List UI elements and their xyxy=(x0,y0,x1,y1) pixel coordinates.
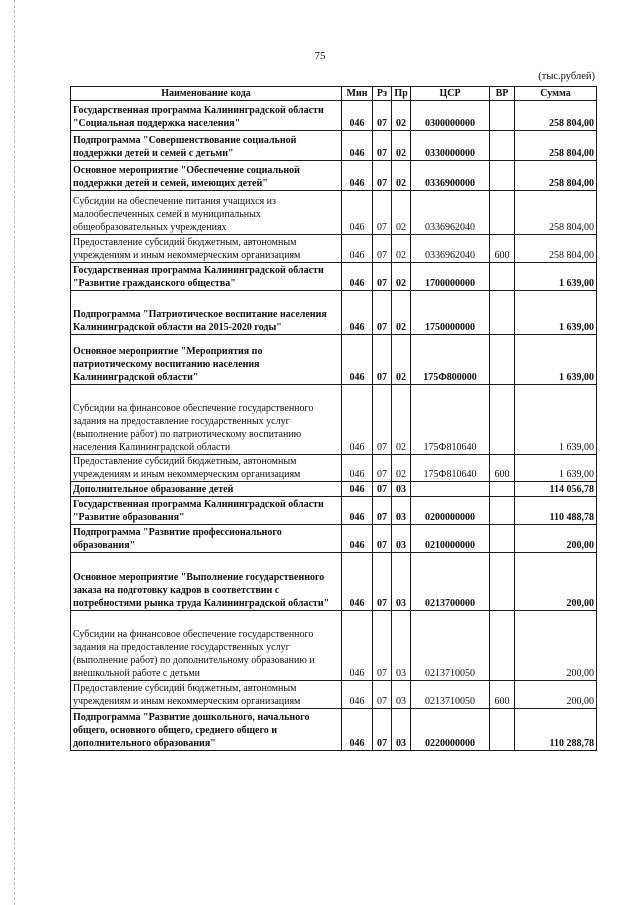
cell-min: 046 xyxy=(342,553,373,611)
cell-vr xyxy=(490,335,515,385)
cell-csr: 0330000000 xyxy=(411,131,490,161)
cell-name: Предоставление субсидий бюджетным, автономным учреждениям и иным некоммерческим организациям xyxy=(71,681,342,709)
header-sum: Сумма xyxy=(515,87,597,101)
cell-vr xyxy=(490,161,515,191)
cell-sum: 1 639,00 xyxy=(515,455,597,482)
cell-min: 046 xyxy=(342,131,373,161)
cell-name: Подпрограмма "Патриотическое воспитание населения Калининградской области на 2015-2020 годы" xyxy=(71,291,342,335)
header-name: Наименование кода xyxy=(71,87,342,101)
table-body xyxy=(71,101,597,751)
cell-rz: 07 xyxy=(373,525,392,553)
cell-csr: 175Ф810640 xyxy=(411,455,490,482)
table-row xyxy=(71,161,597,191)
cell-pr: 02 xyxy=(392,335,411,385)
table-row xyxy=(71,681,597,709)
cell-csr: 175Ф800000 xyxy=(411,335,490,385)
cell-min: 046 xyxy=(342,235,373,263)
cell-sum: 1 639,00 xyxy=(515,263,597,291)
cell-sum: 110 288,78 xyxy=(515,709,597,751)
cell-csr: 0213700000 xyxy=(411,553,490,611)
header-csr: ЦСР xyxy=(411,87,490,101)
cell-csr: 1700000000 xyxy=(411,263,490,291)
cell-pr: 03 xyxy=(392,553,411,611)
cell-vr: 600 xyxy=(490,235,515,263)
cell-sum: 258 804,00 xyxy=(515,101,597,131)
cell-name: Основное мероприятие "Мероприятия по патриотическому воспитанию населения Калининградской области" xyxy=(71,335,342,385)
cell-vr xyxy=(490,101,515,131)
cell-csr: 0213710050 xyxy=(411,681,490,709)
cell-csr: 0336900000 xyxy=(411,161,490,191)
binding-margin-line xyxy=(14,0,15,905)
cell-sum: 1 639,00 xyxy=(515,385,597,455)
units-label: (тыс.рублей) xyxy=(538,71,595,82)
table-row xyxy=(71,335,597,385)
cell-csr: 0336962040 xyxy=(411,191,490,235)
cell-sum: 200,00 xyxy=(515,525,597,553)
cell-csr: 0300000000 xyxy=(411,101,490,131)
cell-vr xyxy=(490,709,515,751)
cell-min: 046 xyxy=(342,291,373,335)
cell-rz: 07 xyxy=(373,161,392,191)
cell-min: 046 xyxy=(342,525,373,553)
cell-vr xyxy=(490,497,515,525)
cell-min: 046 xyxy=(342,335,373,385)
cell-min: 046 xyxy=(342,263,373,291)
cell-name: Субсидии на финансовое обеспечение государственного задания на предоставление государственных услуг (выполнение работ) по патриотическому воспитанию населения Калининградской области xyxy=(71,385,342,455)
cell-vr xyxy=(490,553,515,611)
cell-pr: 02 xyxy=(392,263,411,291)
cell-csr: 0200000000 xyxy=(411,497,490,525)
cell-name: Государственная программа Калининградской области "Развитие образования" xyxy=(71,497,342,525)
cell-csr: 0336962040 xyxy=(411,235,490,263)
table-row xyxy=(71,385,597,455)
table-row xyxy=(71,191,597,235)
cell-vr xyxy=(490,525,515,553)
page-number: 75 xyxy=(314,50,326,62)
cell-min: 046 xyxy=(342,191,373,235)
cell-vr xyxy=(490,611,515,681)
cell-rz: 07 xyxy=(373,709,392,751)
cell-vr: 600 xyxy=(490,455,515,482)
cell-vr xyxy=(490,263,515,291)
cell-min: 046 xyxy=(342,611,373,681)
cell-sum: 258 804,00 xyxy=(515,191,597,235)
cell-csr: 1750000000 xyxy=(411,291,490,335)
cell-name: Подпрограмма "Развитие дошкольного, начального общего, основного общего, среднего общего и дополнительного образования" xyxy=(71,709,342,751)
cell-csr: 0210000000 xyxy=(411,525,490,553)
cell-name: Основное мероприятие "Выполнение государственного заказа на подготовку кадров в соответствии с потребностями рынка труда Калининградской области" xyxy=(71,553,342,611)
cell-csr xyxy=(411,482,490,497)
cell-vr xyxy=(490,131,515,161)
cell-name: Подпрограмма "Развитие профессионального образования" xyxy=(71,525,342,553)
cell-name: Предоставление субсидий бюджетным, автономным учреждениям и иным некоммерческим организациям xyxy=(71,235,342,263)
cell-rz: 07 xyxy=(373,235,392,263)
cell-rz: 07 xyxy=(373,482,392,497)
cell-min: 046 xyxy=(342,482,373,497)
cell-sum: 1 639,00 xyxy=(515,291,597,335)
table-row xyxy=(71,553,597,611)
cell-rz: 07 xyxy=(373,335,392,385)
cell-rz: 07 xyxy=(373,191,392,235)
table-row xyxy=(71,525,597,553)
cell-pr: 02 xyxy=(392,161,411,191)
cell-min: 046 xyxy=(342,161,373,191)
table-row xyxy=(71,482,597,497)
cell-rz: 07 xyxy=(373,455,392,482)
cell-min: 046 xyxy=(342,709,373,751)
cell-name: Субсидии на финансовое обеспечение государственного задания на предоставление государственных услуг (выполнение работ) по дополнительному образованию и внешкольной работе с детьми xyxy=(71,611,342,681)
cell-min: 046 xyxy=(342,681,373,709)
cell-csr: 175Ф810640 xyxy=(411,385,490,455)
cell-vr xyxy=(490,291,515,335)
cell-rz: 07 xyxy=(373,101,392,131)
cell-rz: 07 xyxy=(373,497,392,525)
cell-pr: 02 xyxy=(392,131,411,161)
cell-pr: 02 xyxy=(392,101,411,131)
cell-pr: 03 xyxy=(392,525,411,553)
cell-min: 046 xyxy=(342,385,373,455)
cell-name: Субсидии на обеспечение питания учащихся из малообеспеченных семей в муниципальных общеобразовательных учреждениях xyxy=(71,191,342,235)
table-row xyxy=(71,497,597,525)
cell-sum: 1 639,00 xyxy=(515,335,597,385)
table-row xyxy=(71,101,597,131)
table-row xyxy=(71,263,597,291)
cell-vr xyxy=(490,191,515,235)
cell-rz: 07 xyxy=(373,385,392,455)
cell-rz: 07 xyxy=(373,553,392,611)
table-header-row xyxy=(71,87,597,101)
cell-pr: 02 xyxy=(392,191,411,235)
header-rz: Рз xyxy=(373,87,392,101)
cell-rz: 07 xyxy=(373,291,392,335)
cell-rz: 07 xyxy=(373,611,392,681)
cell-rz: 07 xyxy=(373,681,392,709)
cell-sum: 110 488,78 xyxy=(515,497,597,525)
cell-name: Государственная программа Калининградской области "Развитие гражданского общества" xyxy=(71,263,342,291)
cell-pr: 02 xyxy=(392,455,411,482)
cell-name: Подпрограмма "Совершенствование социальной поддержки детей и семей с детьми" xyxy=(71,131,342,161)
cell-pr: 03 xyxy=(392,497,411,525)
table-row xyxy=(71,291,597,335)
cell-sum: 258 804,00 xyxy=(515,131,597,161)
cell-sum: 258 804,00 xyxy=(515,161,597,191)
header-pr: Пр xyxy=(392,87,411,101)
cell-name: Дополнительное образование детей xyxy=(71,482,342,497)
cell-pr: 03 xyxy=(392,709,411,751)
budget-table xyxy=(70,86,597,751)
cell-pr: 02 xyxy=(392,235,411,263)
header-vr: ВР xyxy=(490,87,515,101)
table-row xyxy=(71,455,597,482)
cell-sum: 200,00 xyxy=(515,553,597,611)
cell-name: Государственная программа Калининградской области "Социальная поддержка населения" xyxy=(71,101,342,131)
table-row xyxy=(71,611,597,681)
cell-csr: 0220000000 xyxy=(411,709,490,751)
cell-vr: 600 xyxy=(490,681,515,709)
cell-name: Основное мероприятие "Обеспечение социальной поддержки детей и семей, имеющих детей" xyxy=(71,161,342,191)
cell-pr: 03 xyxy=(392,482,411,497)
cell-min: 046 xyxy=(342,455,373,482)
cell-rz: 07 xyxy=(373,131,392,161)
cell-min: 046 xyxy=(342,101,373,131)
cell-vr xyxy=(490,385,515,455)
cell-sum: 258 804,00 xyxy=(515,235,597,263)
cell-sum: 200,00 xyxy=(515,611,597,681)
cell-min: 046 xyxy=(342,497,373,525)
cell-pr: 02 xyxy=(392,291,411,335)
table-row xyxy=(71,235,597,263)
cell-pr: 03 xyxy=(392,611,411,681)
cell-pr: 03 xyxy=(392,681,411,709)
cell-sum: 114 056,78 xyxy=(515,482,597,497)
cell-pr: 02 xyxy=(392,385,411,455)
cell-rz: 07 xyxy=(373,263,392,291)
header-min: Мин xyxy=(342,87,373,101)
table-row xyxy=(71,709,597,751)
cell-name: Предоставление субсидий бюджетным, автономным учреждениям и иным некоммерческим организациям xyxy=(71,455,342,482)
cell-csr: 0213710050 xyxy=(411,611,490,681)
cell-sum: 200,00 xyxy=(515,681,597,709)
cell-vr xyxy=(490,482,515,497)
table-row xyxy=(71,131,597,161)
